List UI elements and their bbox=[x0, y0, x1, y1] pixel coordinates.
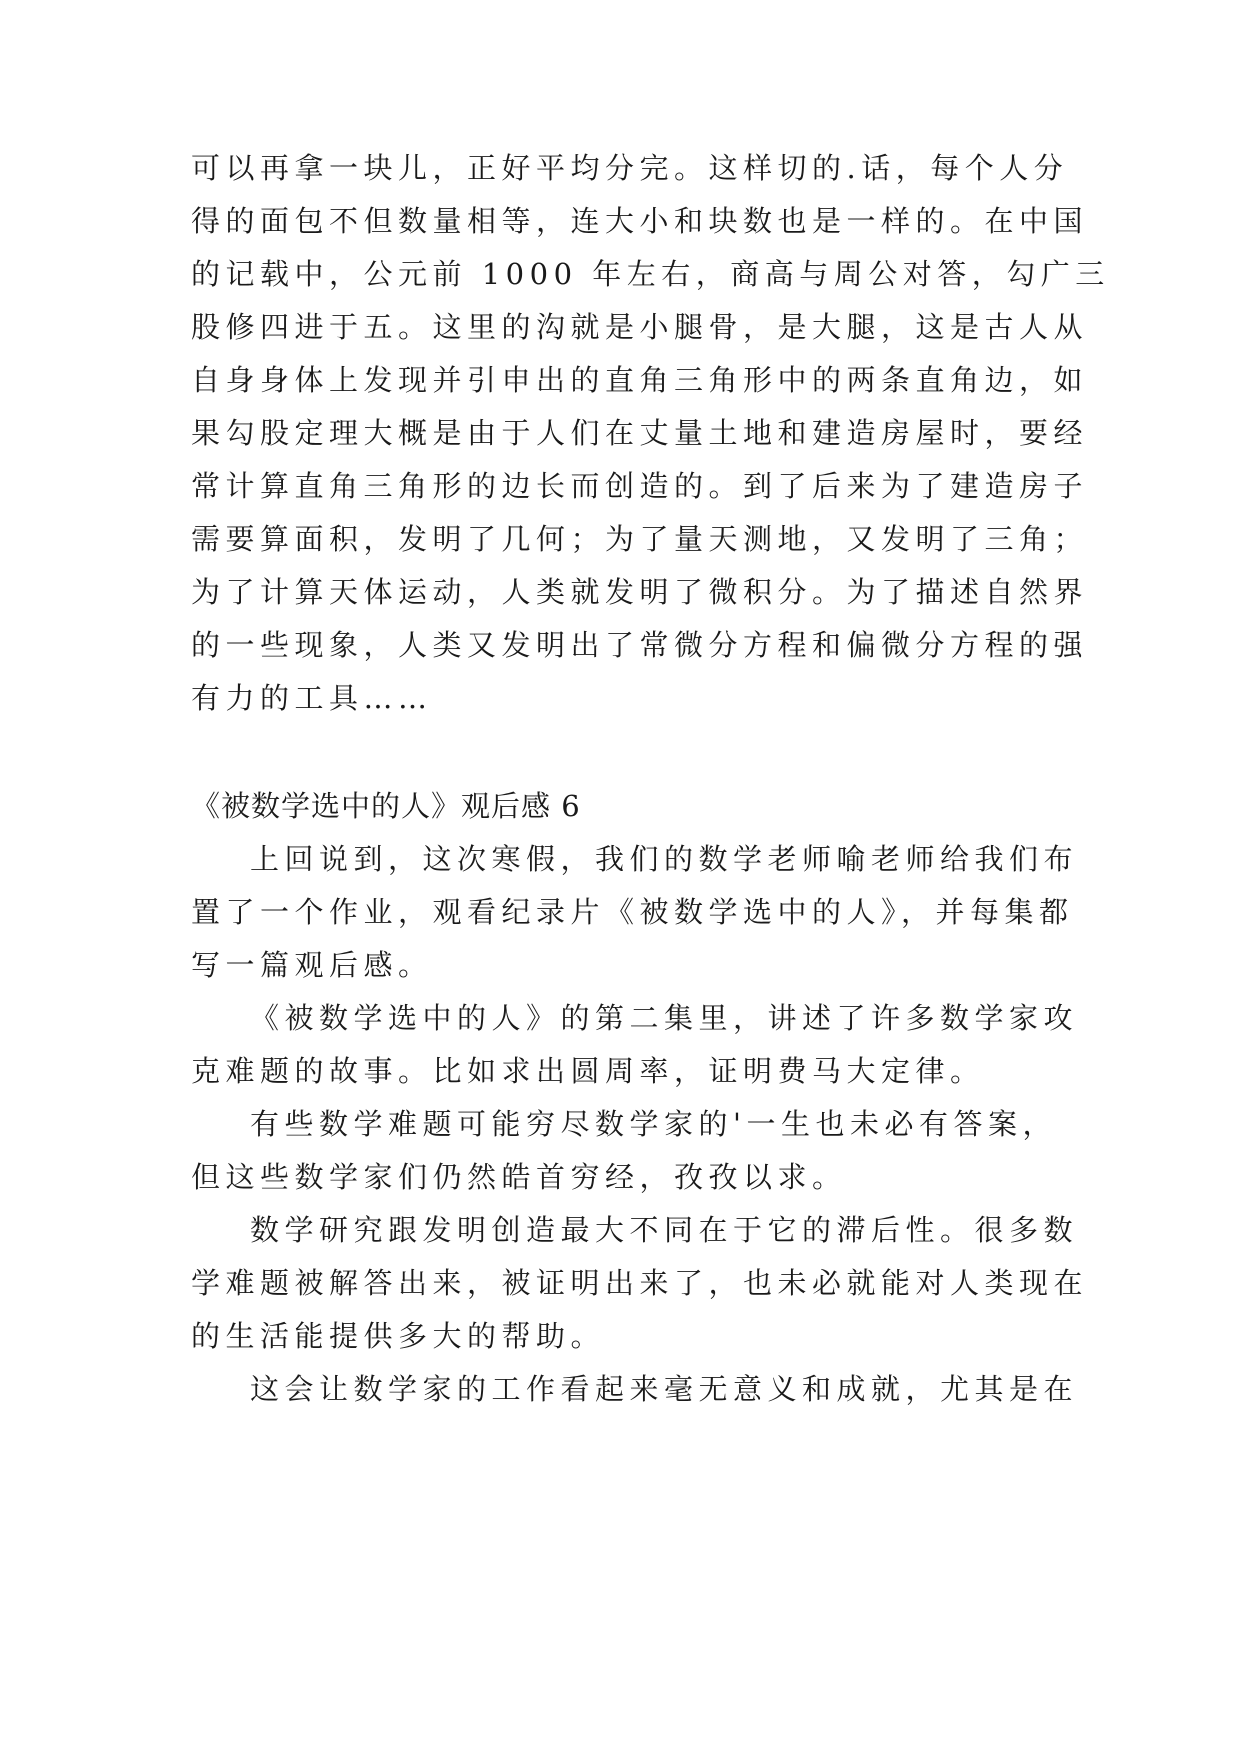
paragraph-line: 的生活能提供多大的帮助。 bbox=[191, 1319, 606, 1353]
paragraph-line: 数学研究跟发明创造最大不同在于它的滞后性。很多数 bbox=[250, 1213, 1079, 1247]
paragraph-line: 克难题的故事。比如求出圆周率，证明费马大定律。 bbox=[191, 1054, 985, 1088]
text-line: 股修四进于五。这里的沟就是小腿骨，是大腿，这是古人从 bbox=[191, 310, 1089, 344]
text-line: 的记载中，公元前 1000 年左右，商高与周公对答，勾广三 bbox=[191, 257, 1110, 291]
paragraph-line: 上回说到，这次寒假，我们的数学老师喻老师给我们布 bbox=[250, 842, 1079, 876]
paragraph-line: 写一篇观后感。 bbox=[191, 948, 433, 982]
text-line: 自身身体上发现并引申出的直角三角形中的两条直角边，如 bbox=[191, 363, 1089, 397]
text-line: 得的面包不但数量相等，连大小和块数也是一样的。在中国 bbox=[191, 204, 1089, 238]
text-line: 常计算直角三角形的边长而创造的。到了后来为了建造房子 bbox=[191, 469, 1089, 503]
text-line: 可以再拿一块儿，正好平均分完。这样切的.话，每个人分 bbox=[191, 151, 1069, 185]
text-line: 需要算面积，发明了几何；为了量天测地，又发明了三角； bbox=[191, 522, 1089, 556]
text-line: 的一些现象，人类又发明出了常微分方程和偏微分方程的强 bbox=[191, 628, 1089, 662]
paragraph-line: 置了一个作业，观看纪录片《被数学选中的人》，并每集都 bbox=[191, 895, 1074, 929]
paragraph-line: 这会让数学家的工作看起来毫无意义和成就，尤其是在 bbox=[250, 1372, 1079, 1406]
section-title: 《被数学选中的人》观后感 6 bbox=[191, 789, 581, 823]
text-line: 有力的工具…… bbox=[191, 681, 433, 715]
paragraph-line: 但这些数学家们仍然皓首穷经，孜孜以求。 bbox=[191, 1160, 847, 1194]
paragraph-line: 学难题被解答出来，被证明出来了，也未必就能对人类现在 bbox=[191, 1266, 1089, 1300]
text-line: 为了计算天体运动，人类就发明了微积分。为了描述自然界 bbox=[191, 575, 1089, 609]
paragraph-line: 有些数学难题可能穷尽数学家的'一生也未必有答案， bbox=[250, 1107, 1057, 1141]
text-line: 果勾股定理大概是由于人们在丈量土地和建造房屋时，要经 bbox=[191, 416, 1089, 450]
paragraph-line: 《被数学选中的人》的第二集里，讲述了许多数学家攻 bbox=[250, 1001, 1079, 1035]
